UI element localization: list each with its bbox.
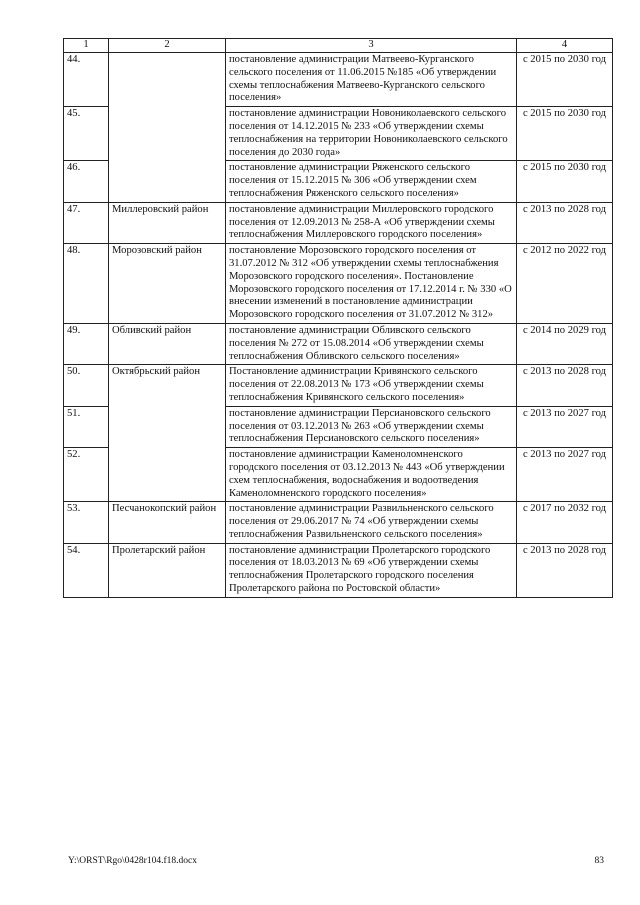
district-cell: Морозовский район xyxy=(109,244,226,324)
table-row xyxy=(64,244,613,324)
period-text: с 2015 по 2030 год xyxy=(517,161,613,202)
decrees-table xyxy=(63,38,613,598)
period-text: с 2012 по 2022 год xyxy=(517,244,613,324)
decree-text: постановление администрации Развильненского сельского поселения от 29.06.2017 № 74 «Об утверждении схемы теплоснабжения Развильненского сельского поселения» xyxy=(226,502,517,543)
period-text: с 2015 по 2030 год xyxy=(517,53,613,107)
district-cell: Песчанокопский район xyxy=(109,502,226,543)
column-header-3: 3 xyxy=(226,39,517,53)
district-cell xyxy=(109,53,226,203)
column-header-4: 4 xyxy=(517,39,613,53)
table-row xyxy=(64,502,613,543)
row-number: 46. xyxy=(64,161,109,202)
period-text: с 2015 по 2030 год xyxy=(517,107,613,161)
row-number: 45. xyxy=(64,107,109,161)
decree-text: постановление администрации Матвеево-Курганского сельского поселения от 11.06.2015 №185 «Об утверждении схемы теплоснабжения Матвеево-Курганского сельского поселения» xyxy=(226,53,517,107)
page-number: 83 xyxy=(594,856,604,866)
row-number: 48. xyxy=(64,244,109,324)
column-header-1: 1 xyxy=(64,39,109,53)
decree-text: постановление администрации Каменоломненского городского поселения от 03.12.2013 № 443 «Об утверждении схем теплоснабжения, водоснабжения и водоотведения Каменоломненского городского поселения» xyxy=(226,448,517,502)
period-text: с 2014 по 2029 год xyxy=(517,323,613,364)
row-number: 49. xyxy=(64,323,109,364)
district-cell: Пролетарский район xyxy=(109,543,226,597)
table-row xyxy=(64,365,613,406)
row-number: 54. xyxy=(64,543,109,597)
table-row xyxy=(64,202,613,243)
period-text: с 2013 по 2028 год xyxy=(517,365,613,406)
footer-file-path: Y:\ORST\Rgo\0428r104.f18.docx xyxy=(68,856,197,866)
district-cell: Миллеровский район xyxy=(109,202,226,243)
decree-text: Постановление администрации Кривянского сельского поселения от 22.08.2013 № 173 «Об утверждении схемы теплоснабжения Кривянского сельского поселения» xyxy=(226,365,517,406)
period-text: с 2013 по 2027 год xyxy=(517,448,613,502)
table-row xyxy=(64,323,613,364)
row-number: 47. xyxy=(64,202,109,243)
decree-text: постановление администрации Миллеровского городского поселения от 12.09.2013 № 258-А «Об утверждении схемы теплоснабжения Миллеровского городского поселения» xyxy=(226,202,517,243)
decree-text: постановление администрации Пролетарского городского поселения от 18.03.2013 № 69 «Об утверждении схемы теплоснабжения Пролетарского городского поселения Пролетарского района по Ростовской области» xyxy=(226,543,517,597)
row-number: 53. xyxy=(64,502,109,543)
table-header-row xyxy=(64,39,613,53)
decree-text: постановление Морозовского городского поселения от 31.07.2012 № 312 «Об утверждении схемы теплоснабжения Морозовского городского поселения». Постановление Морозовского городского поселения от 17.12.2014 г. № 330 «О внесении изменений в постановление администрации Морозовского городского поселения от 31.07.2012 № 312» xyxy=(226,244,517,324)
decree-text: постановление администрации Новониколаевского сельского поселения от 14.12.2015 № 233 «Об утверждении схемы теплоснабжения на территории Новониколаевского сельского поселения до 2030 года» xyxy=(226,107,517,161)
decree-text: постановление администрации Обливского сельского поселения № 272 от 15.08.2014 «Об утверждении схемы теплоснабжения Обливского сельского поселения» xyxy=(226,323,517,364)
row-number: 51. xyxy=(64,406,109,447)
period-text: с 2013 по 2028 год xyxy=(517,202,613,243)
period-text: с 2017 по 2032 год xyxy=(517,502,613,543)
period-text: с 2013 по 2027 год xyxy=(517,406,613,447)
table-row xyxy=(64,543,613,597)
decree-text: постановление администрации Персиановского сельского поселения от 03.12.2013 № 263 «Об утверждении схемы теплоснабжения Персиановского сельского поселения» xyxy=(226,406,517,447)
district-cell: Обливский район xyxy=(109,323,226,364)
table-row xyxy=(64,53,613,107)
column-header-2: 2 xyxy=(109,39,226,53)
row-number: 52. xyxy=(64,448,109,502)
period-text: с 2013 по 2028 год xyxy=(517,543,613,597)
row-number: 44. xyxy=(64,53,109,107)
district-cell: Октябрьский район xyxy=(109,365,226,502)
row-number: 50. xyxy=(64,365,109,406)
decree-text: постановление администрации Ряженского сельского поселения от 15.12.2015 № 306 «Об утверждении схем теплоснабжения Ряженского сельского поселения» xyxy=(226,161,517,202)
